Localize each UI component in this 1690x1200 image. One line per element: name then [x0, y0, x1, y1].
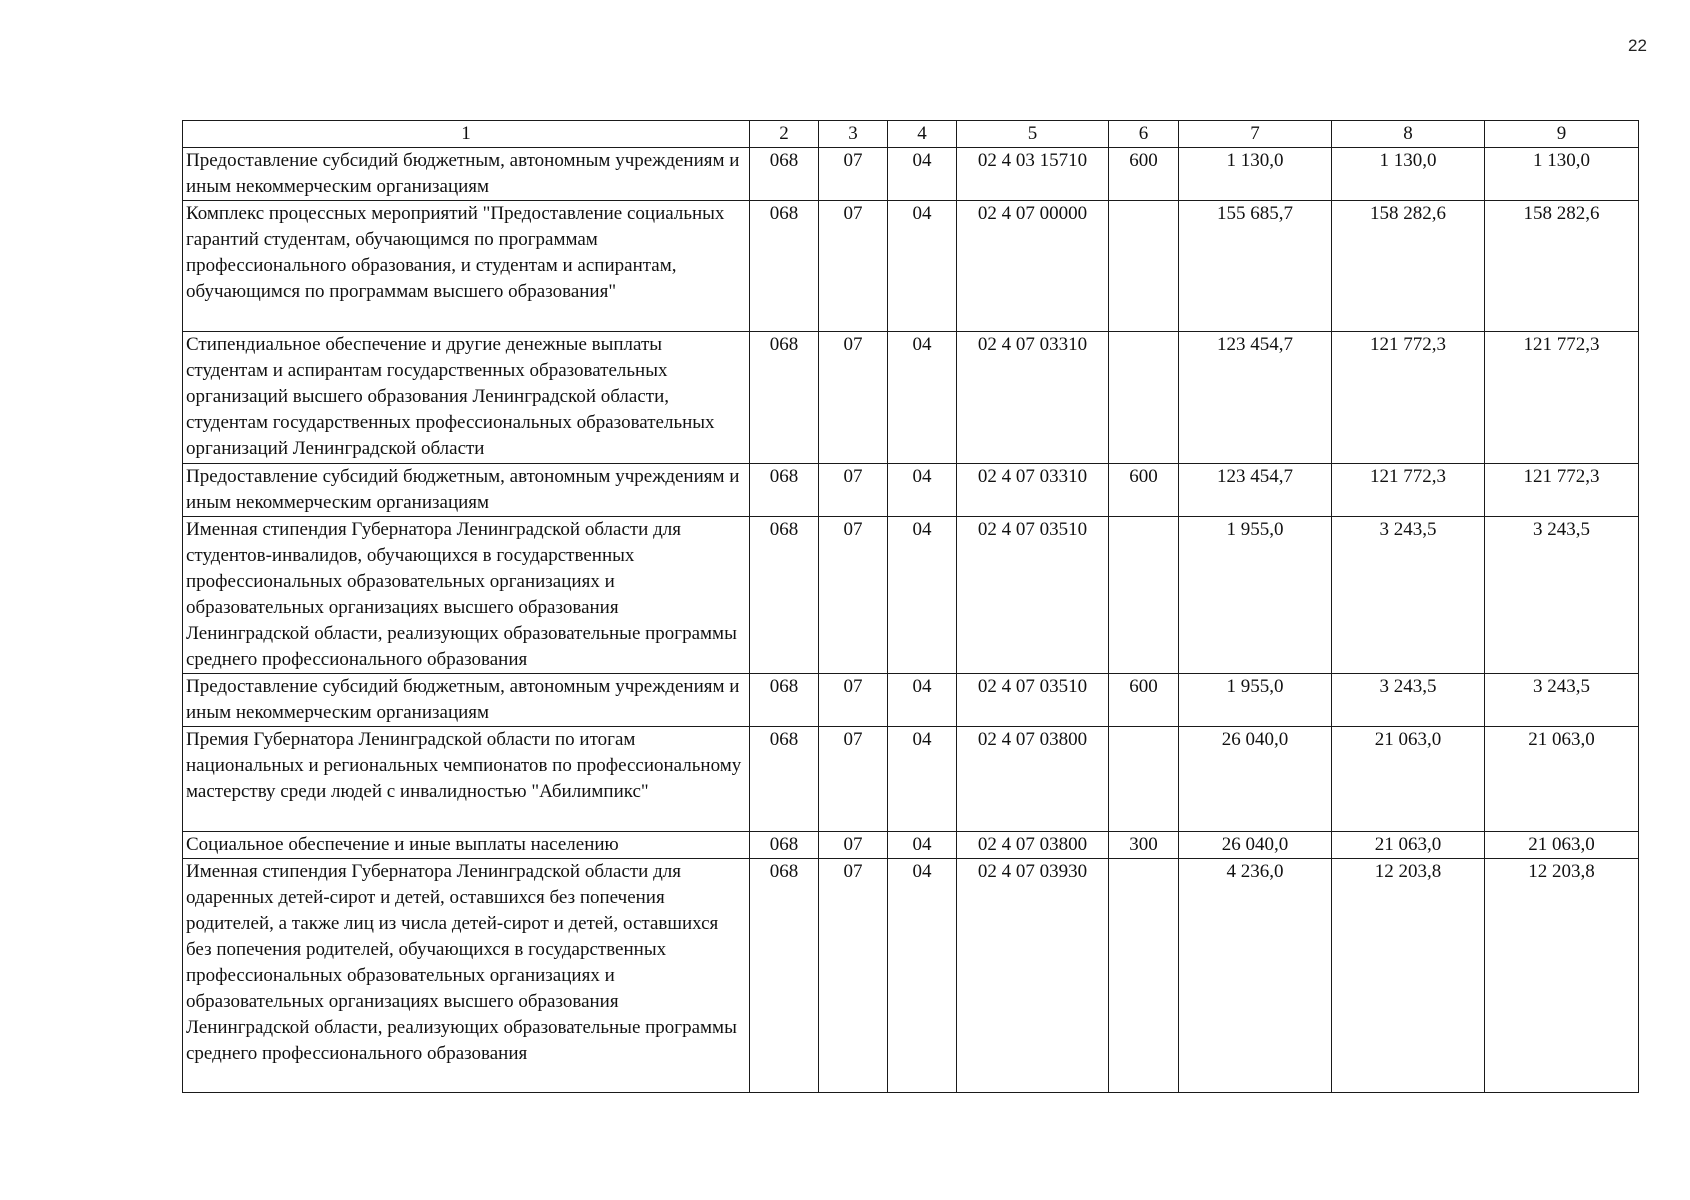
cell-section: 07 — [819, 832, 888, 859]
cell-expense-type — [1109, 201, 1179, 332]
cell-amount-1: 1 130,0 — [1179, 148, 1332, 201]
cell-ministry-code: 068 — [750, 727, 819, 832]
table-row — [183, 517, 1639, 674]
cell-expense-type: 600 — [1109, 464, 1179, 517]
cell-amount-2: 1 130,0 — [1332, 148, 1485, 201]
cell-amount-2: 121 772,3 — [1332, 332, 1485, 464]
table-row — [183, 201, 1639, 332]
cell-subsection: 04 — [888, 517, 957, 674]
table-row — [183, 859, 1639, 1093]
cell-amount-3: 21 063,0 — [1485, 832, 1639, 859]
table-row — [183, 464, 1639, 517]
cell-amount-1: 1 955,0 — [1179, 517, 1332, 674]
cell-amount-2: 3 243,5 — [1332, 674, 1485, 727]
cell-amount-1: 4 236,0 — [1179, 859, 1332, 1093]
table-row — [183, 148, 1639, 201]
column-header: 5 — [957, 121, 1109, 148]
cell-target-code: 02 4 07 00000 — [957, 201, 1109, 332]
page-number: 22 — [1628, 36, 1647, 55]
cell-subsection: 04 — [888, 674, 957, 727]
cell-subsection: 04 — [888, 201, 957, 332]
cell-expense-type: 300 — [1109, 832, 1179, 859]
cell-target-code: 02 4 07 03930 — [957, 859, 1109, 1093]
cell-expense-type — [1109, 727, 1179, 832]
cell-amount-2: 3 243,5 — [1332, 517, 1485, 674]
cell-section: 07 — [819, 148, 888, 201]
row-name: Предоставление субсидий бюджетным, автономным учреждениям и иным некоммерческим организациям — [183, 464, 750, 517]
cell-expense-type — [1109, 517, 1179, 674]
cell-amount-1: 1 955,0 — [1179, 674, 1332, 727]
cell-section: 07 — [819, 727, 888, 832]
cell-subsection: 04 — [888, 859, 957, 1093]
cell-target-code: 02 4 07 03800 — [957, 727, 1109, 832]
cell-section: 07 — [819, 332, 888, 464]
cell-section: 07 — [819, 201, 888, 332]
cell-subsection: 04 — [888, 727, 957, 832]
cell-amount-3: 12 203,8 — [1485, 859, 1639, 1093]
cell-amount-3: 3 243,5 — [1485, 517, 1639, 674]
cell-target-code: 02 4 07 03800 — [957, 832, 1109, 859]
cell-target-code: 02 4 03 15710 — [957, 148, 1109, 201]
column-header: 2 — [750, 121, 819, 148]
row-name: Комплекс процессных мероприятий "Предоставление социальных гарантий студентам, обучающимся по программам профессионального образования, и студентам и аспирантам, обучающимся по программам высшего образования" — [183, 201, 750, 332]
budget-table — [182, 120, 1639, 1093]
cell-amount-1: 26 040,0 — [1179, 832, 1332, 859]
cell-expense-type: 600 — [1109, 148, 1179, 201]
cell-amount-3: 21 063,0 — [1485, 727, 1639, 832]
table-row — [183, 332, 1639, 464]
cell-amount-3: 3 243,5 — [1485, 674, 1639, 727]
header-row — [183, 121, 1639, 148]
cell-subsection: 04 — [888, 832, 957, 859]
cell-amount-2: 21 063,0 — [1332, 727, 1485, 832]
row-name: Предоставление субсидий бюджетным, автономным учреждениям и иным некоммерческим организациям — [183, 674, 750, 727]
column-header: 9 — [1485, 121, 1639, 148]
row-name: Именная стипендия Губернатора Ленинградской области для одаренных детей-сирот и детей, оставшихся без попечения родителей, а также лиц из числа детей-сирот и детей, оставшихся без попечения родителей, обучающихся в государственных профессиональных образовательных организациях и образовательных организациях высшего образования Ленинградской области, реализующих образовательные программы среднего профессионального образования — [183, 859, 750, 1093]
cell-amount-3: 121 772,3 — [1485, 464, 1639, 517]
cell-target-code: 02 4 07 03310 — [957, 464, 1109, 517]
cell-ministry-code: 068 — [750, 464, 819, 517]
cell-ministry-code: 068 — [750, 859, 819, 1093]
cell-ministry-code: 068 — [750, 201, 819, 332]
cell-subsection: 04 — [888, 464, 957, 517]
cell-amount-1: 123 454,7 — [1179, 464, 1332, 517]
cell-section: 07 — [819, 674, 888, 727]
row-name: Социальное обеспечение и иные выплаты населению — [183, 832, 750, 859]
cell-amount-3: 121 772,3 — [1485, 332, 1639, 464]
cell-ministry-code: 068 — [750, 148, 819, 201]
table-row — [183, 674, 1639, 727]
row-name: Стипендиальное обеспечение и другие денежные выплаты студентам и аспирантам государственных образовательных организаций высшего образования Ленинградской области, студентам государственных профессиональных образовательных организаций Ленинградской области — [183, 332, 750, 464]
cell-amount-2: 158 282,6 — [1332, 201, 1485, 332]
cell-subsection: 04 — [888, 148, 957, 201]
row-name: Предоставление субсидий бюджетным, автономным учреждениям и иным некоммерческим организациям — [183, 148, 750, 201]
cell-amount-1: 155 685,7 — [1179, 201, 1332, 332]
cell-section: 07 — [819, 859, 888, 1093]
cell-amount-3: 1 130,0 — [1485, 148, 1639, 201]
cell-target-code: 02 4 07 03510 — [957, 674, 1109, 727]
cell-target-code: 02 4 07 03510 — [957, 517, 1109, 674]
cell-amount-1: 26 040,0 — [1179, 727, 1332, 832]
cell-amount-2: 12 203,8 — [1332, 859, 1485, 1093]
cell-expense-type — [1109, 859, 1179, 1093]
table-row — [183, 727, 1639, 832]
cell-target-code: 02 4 07 03310 — [957, 332, 1109, 464]
column-header: 7 — [1179, 121, 1332, 148]
column-header: 4 — [888, 121, 957, 148]
cell-expense-type: 600 — [1109, 674, 1179, 727]
column-header: 1 — [183, 121, 750, 148]
column-header: 3 — [819, 121, 888, 148]
column-header: 6 — [1109, 121, 1179, 148]
cell-ministry-code: 068 — [750, 674, 819, 727]
row-name: Премия Губернатора Ленинградской области по итогам национальных и региональных чемпионатов по профессиональному мастерству среди людей с инвалидностью "Абилимпикс" — [183, 727, 750, 832]
cell-amount-3: 158 282,6 — [1485, 201, 1639, 332]
table-row — [183, 832, 1639, 859]
cell-ministry-code: 068 — [750, 832, 819, 859]
column-header: 8 — [1332, 121, 1485, 148]
row-name: Именная стипендия Губернатора Ленинградской области для студентов-инвалидов, обучающихся в государственных профессиональных образовательных организациях и образовательных организациях высшего образования Ленинградской области, реализующих образовательные программы среднего профессионального образования — [183, 517, 750, 674]
cell-amount-1: 123 454,7 — [1179, 332, 1332, 464]
cell-expense-type — [1109, 332, 1179, 464]
cell-ministry-code: 068 — [750, 332, 819, 464]
cell-ministry-code: 068 — [750, 517, 819, 674]
cell-amount-2: 121 772,3 — [1332, 464, 1485, 517]
cell-section: 07 — [819, 517, 888, 674]
cell-section: 07 — [819, 464, 888, 517]
cell-subsection: 04 — [888, 332, 957, 464]
cell-amount-2: 21 063,0 — [1332, 832, 1485, 859]
